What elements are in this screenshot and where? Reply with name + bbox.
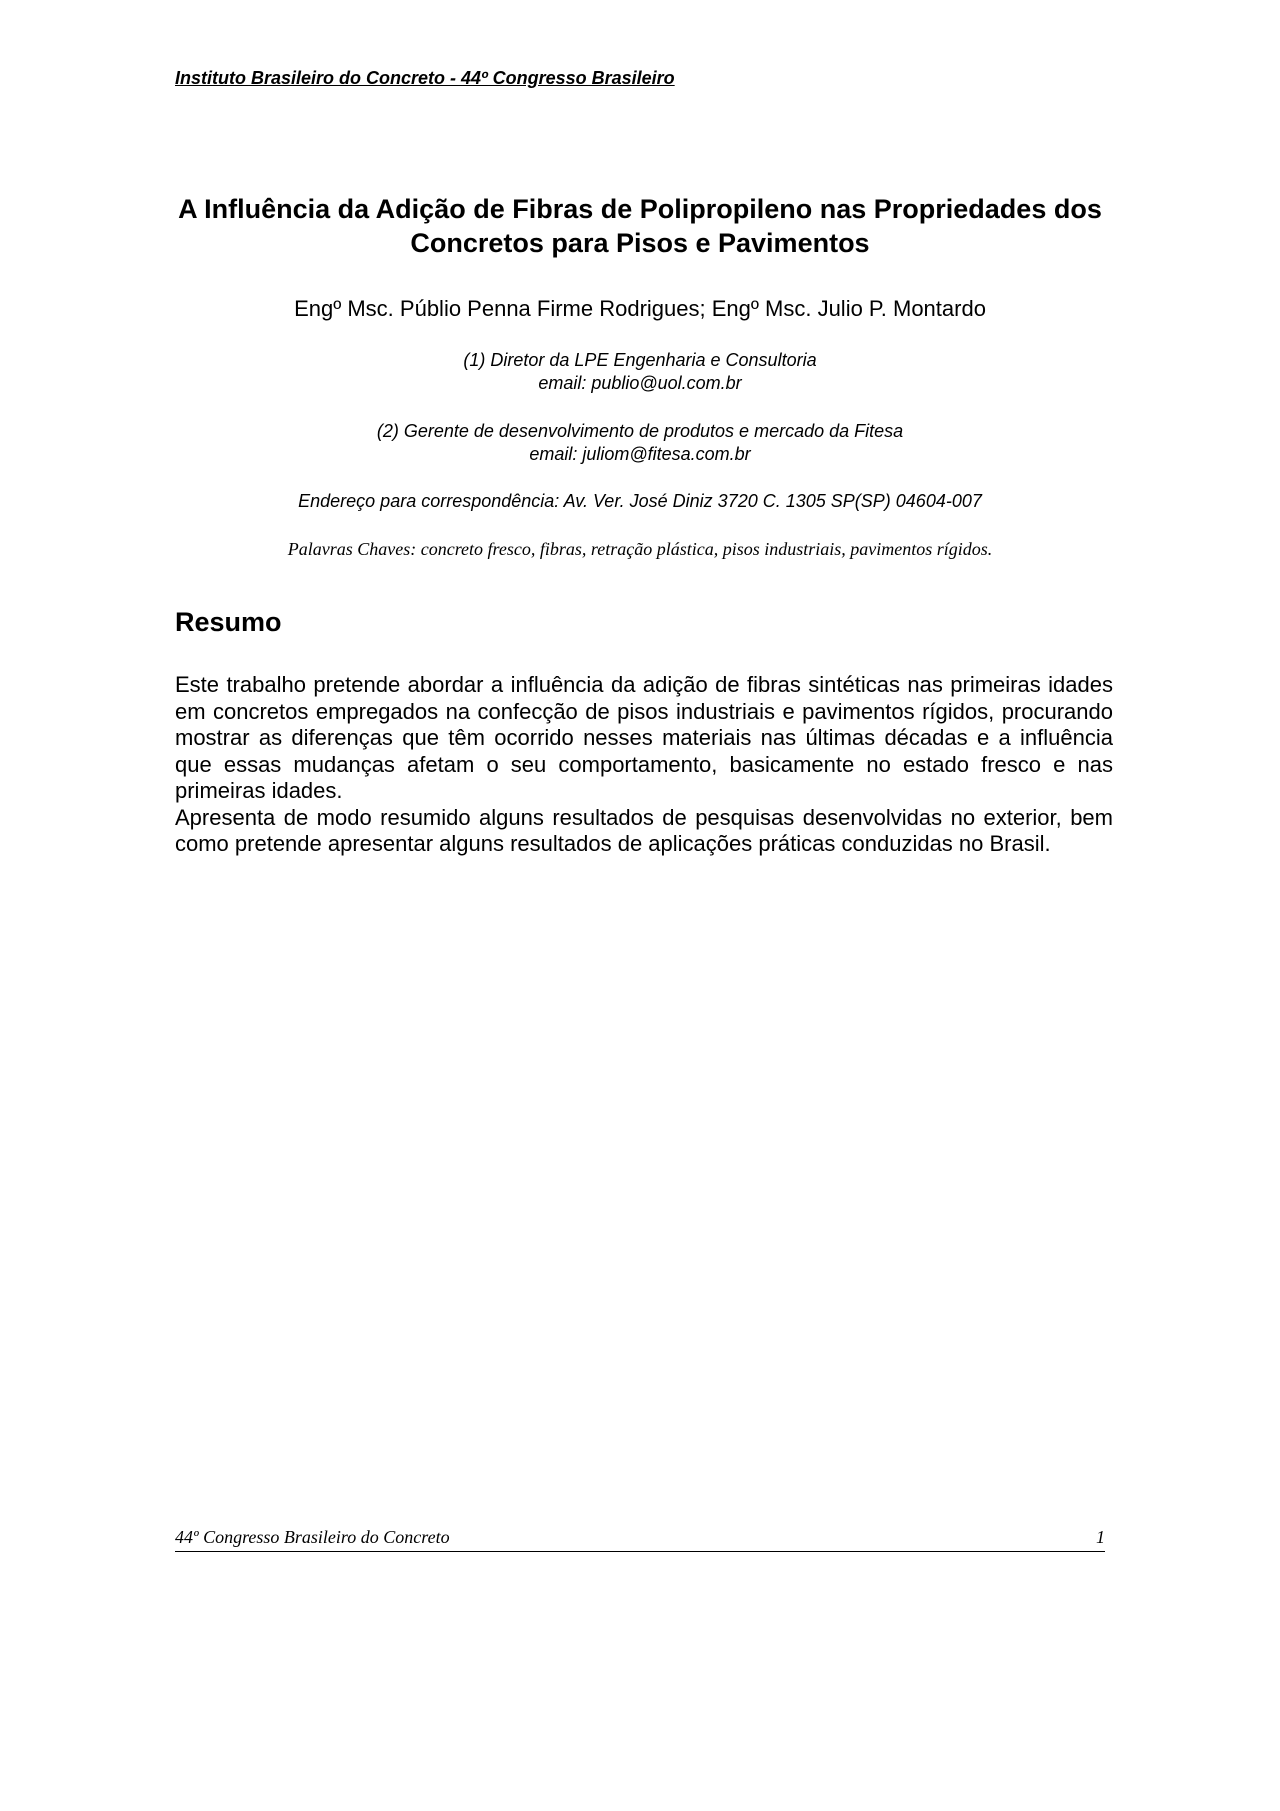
page-number: 1	[1096, 1527, 1105, 1547]
paper-title-line-1: A Influência da Adição de Fibras de Polipropileno nas Propriedades dos	[178, 194, 1102, 224]
affiliation-2-email: email: juliom@fitesa.com.br	[529, 444, 751, 464]
affiliation-1-email: email: publio@uol.com.br	[538, 373, 742, 393]
keywords: Palavras Chaves: concreto fresco, fibras, retração plástica, pisos industriais, pavimentos rígidos.	[287, 539, 993, 559]
correspondence-address: Endereço para correspondência: Av. Ver. José Diniz 3720 C. 1305 SP(SP) 04604-007	[298, 491, 982, 511]
authors: Engº Msc. Públio Penna Firme Rodrigues; Engº Msc. Julio P. Montardo	[294, 296, 986, 321]
affiliation-1	[160, 349, 1120, 395]
abstract-paragraph-1: Este trabalho pretende abordar a influência da adição de fibras sintéticas nas primeiras idades em concretos empregados na confecção de pisos industriais e pavimentos rígidos, procurando mostrar as diferenças que têm ocorrido nesses materiais nas últimas décadas e a influência que essas mudanças afetam o seu comportamento, basicamente no estado fresco e nas primeiras idades.	[175, 672, 1113, 803]
abstract-body	[175, 672, 1113, 858]
affiliation-1-role: (1) Diretor da LPE Engenharia e Consultoria	[463, 350, 817, 370]
page-footer	[175, 1527, 1105, 1552]
abstract-heading: Resumo	[175, 607, 282, 637]
affiliation-2-role: (2) Gerente de desenvolvimento de produtos e mercado da Fitesa	[376, 421, 904, 441]
affiliation-2	[160, 420, 1120, 466]
footer-conference: 44º Congresso Brasileiro do Concreto	[175, 1527, 450, 1547]
paper-title-line-2: Concretos para Pisos e Pavimentos	[410, 228, 870, 258]
paper-title	[160, 192, 1120, 260]
running-header: Instituto Brasileiro do Concreto - 44º Congresso Brasileiro	[175, 68, 675, 88]
abstract-paragraph-2: Apresenta de modo resumido alguns resultados de pesquisas desenvolvidas no exterior, bem como pretende apresentar alguns resultados de aplicações práticas conduzidas no Brasil.	[175, 804, 1113, 856]
